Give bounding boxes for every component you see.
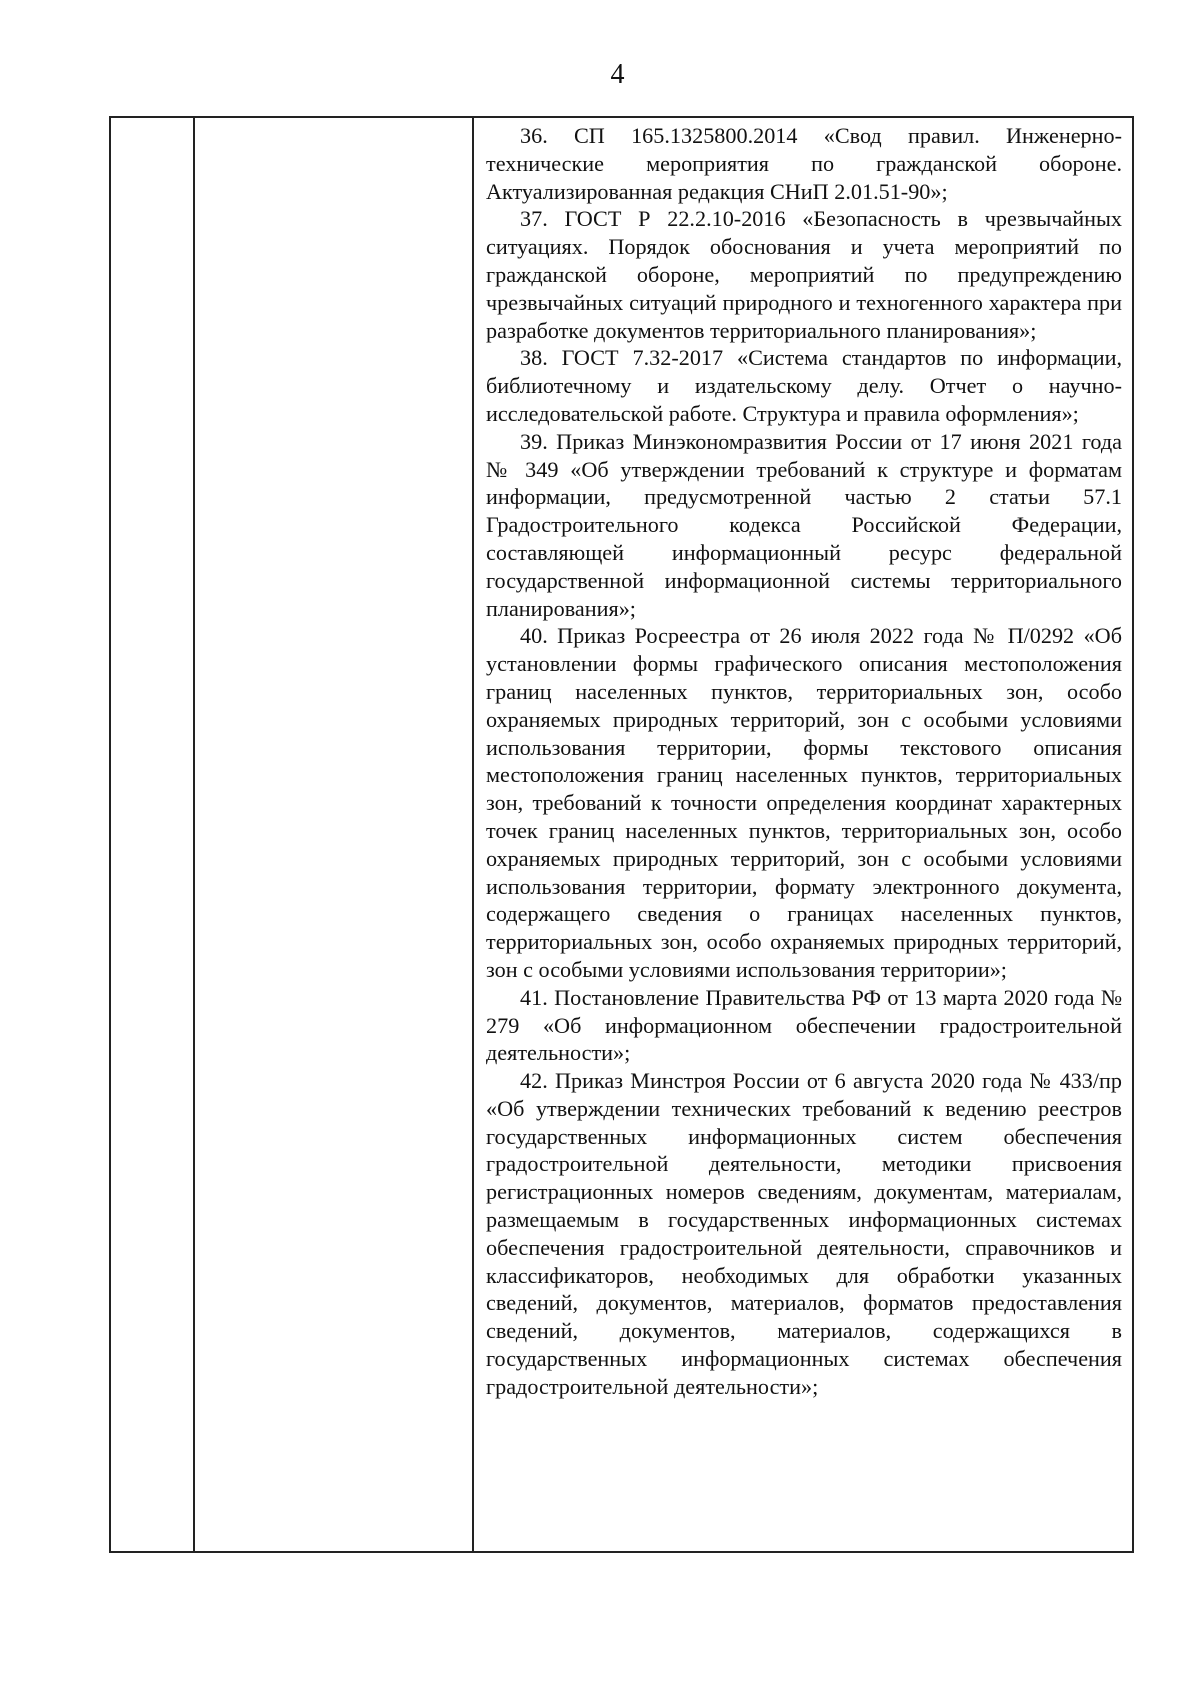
table-column-content	[474, 118, 1132, 1551]
table-column-name	[195, 118, 474, 1551]
list-item: 36. СП 165.1325800.2014 «Свод правил. Инженерно-технические мероприятия по гражданской обороне. Актуализированная редакция СНиП 2.01.51-90»;	[486, 123, 1122, 204]
list-item: 41. Постановление Правительства РФ от 13 марта 2020 года № 279 «Об информационном обеспечении градостроительной деятельности»;	[486, 984, 1122, 1066]
list-item: 39. Приказ Минэкономразвития России от 17 июня 2021 года № 349 «Об утверждении требований к структуре и форматам информации, предусмотренной частью 2 статьи 57.1 Градостроительного кодекса Российской Федерации, составляющей информационный ресурс федеральной государственной информационной системы территориального планирования»;	[486, 428, 1122, 621]
list-item: 37. ГОСТ Р 22.2.10-2016 «Безопасность в чрезвычайных ситуациях. Порядок обоснования и учета мероприятий по гражданской обороне, мероприятий по предупреждению чрезвычайных ситуаций природного и техногенного характера при разработке документов территориального планирования»;	[486, 206, 1122, 343]
table-column-number	[111, 118, 195, 1551]
list-item: 38. ГОСТ 7.32-2017 «Система стандартов по информации, библиотечному и издательскому делу. Отчет о научно-исследовательской работе. Структура и правила оформления»;	[486, 345, 1122, 426]
document-table	[109, 116, 1134, 1553]
list-item: 42. Приказ Минстроя России от 6 августа 2020 года № 433/пр «Об утверждении технических требований к ведению реестров государственных информационных систем обеспечения градостроительной деятельности, методики присвоения регистрационных номеров сведениям, документам, материалам, размещаемым в государственных информационных системах обеспечения градостроительной деятельности, справочников и классификаторов, необходимых для обработки указанных сведений, документов, материалов, форматов предоставления сведений, документов, материалов, содержащихся в государственных информационных системах обеспечения градостроительной деятельности»;	[486, 1068, 1122, 1399]
list-item: 40. Приказ Росреестра от 26 июля 2022 года № П/0292 «Об установлении формы графического описания местоположения границ населенных пунктов, территориальных зон, особо охраняемых природных территорий, зон с особыми условиями использования территории, формы текстового описания местоположения границ населенных пунктов, территориальных зон, требований к точности определения координат характерных точек границ населенных пунктов, территориальных зон, особо охраняемых природных территорий, зон с особыми условиями использования территории, формату электронного документа, содержащего сведения о границах населенных пунктов, территориальных зон, особо охраняемых природных территорий, зон с особыми условиями использования территории»;	[486, 623, 1122, 982]
page-number: 4	[610, 59, 625, 90]
